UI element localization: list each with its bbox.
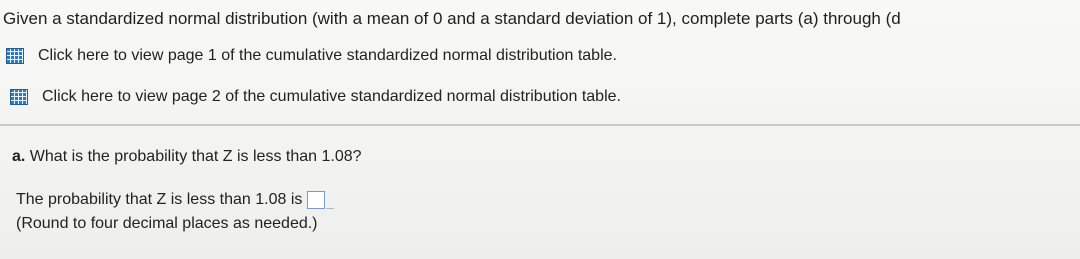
table-grid-icon[interactable] [6,48,24,64]
view-table-page-2-label[interactable]: Click here to view page 2 of the cumulative standardized normal distribution table. [42,88,621,105]
problem-intro-text: Given a standardized normal distribution (with a mean of 0 and a standard deviation of 1), complete parts (a) through (d [3,9,901,28]
view-table-page-1-label[interactable]: Click here to view page 1 of the cumulative standardized normal distribution table. [38,47,617,64]
answer-prefix: The probability that Z is less than 1.08 is [16,190,303,208]
question-a [12,148,362,166]
view-table-page-2-link[interactable] [10,88,621,106]
question-part-label: a. [12,148,26,165]
table-grid-icon[interactable] [10,89,28,105]
answer-line [16,190,334,209]
answer-box-underline [326,190,334,209]
view-table-page-1-link[interactable] [6,47,617,65]
section-divider [0,124,1080,126]
rounding-hint: (Round to four decimal places as needed.) [16,215,318,232]
question-text: What is the probability that Z is less than 1.08? [29,148,362,165]
answer-input-box[interactable] [307,191,325,209]
